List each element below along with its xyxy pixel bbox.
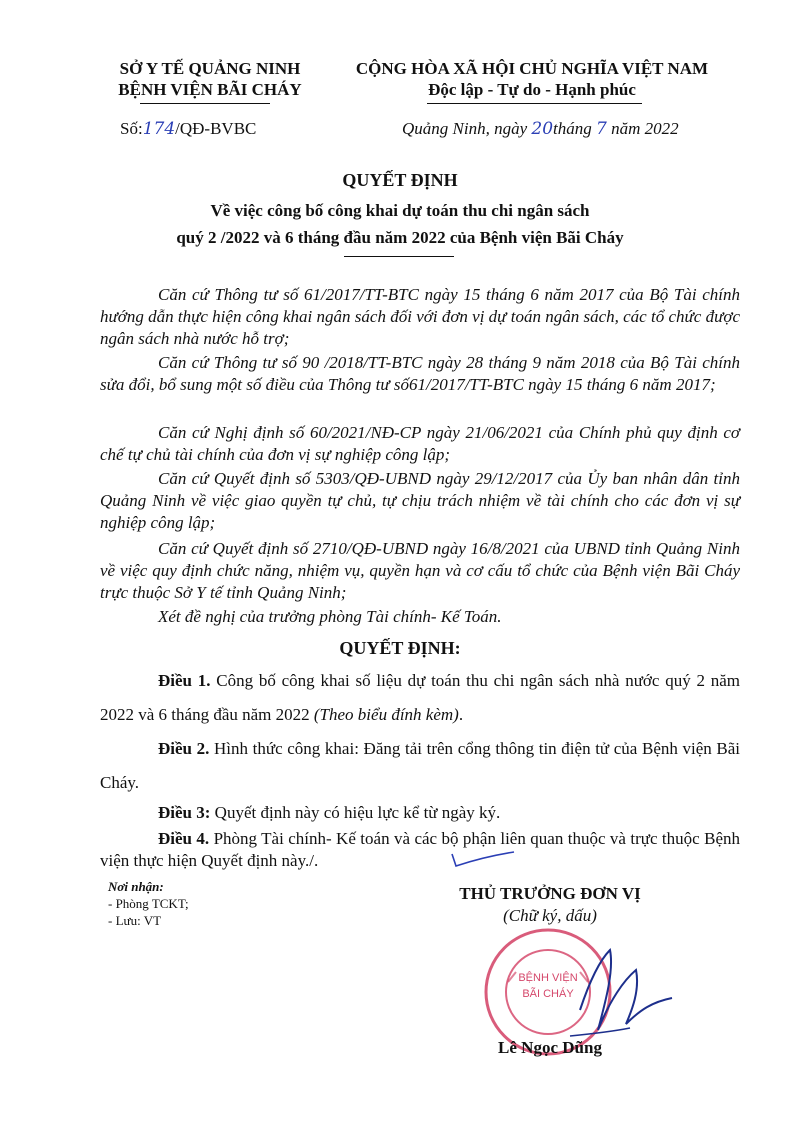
legal-basis-5: Căn cứ Quyết định số 2710/QĐ-UBND ngày 16/8/2021 của UBND tỉnh Quảng Ninh về việc quy định chức năng, nhiệm vụ, quyền hạn và cơ cấu tổ chức của Bệnh viện Bãi Cháy trực thuộc Sở Y tế tỉnh Quảng Ninh;: [100, 539, 740, 602]
agency-name: SỞ Y TẾ QUẢNG NINH: [119, 59, 301, 78]
legal-basis-4: Căn cứ Quyết định số 5303/QĐ-UBND ngày 29/12/2017 của Ủy ban nhân dân tỉnh Quảng Ninh về việc giao quyền tự chủ, tự chịu trách nhiệm về tài chính cho các đơn vị sự nghiệp công lập;: [100, 469, 740, 532]
decision-subject-line1: Về việc công bố công khai dự toán thu chi ngân sách: [210, 201, 590, 220]
stamp-text-line1: BỆNH VIỆN: [518, 972, 578, 984]
article-3: Điều 3: Quyết định này có hiệu lực kể từ ngày ký.: [158, 803, 501, 822]
date-day: 20: [531, 119, 554, 139]
legal-basis-1: Căn cứ Thông tư số 61/2017/TT-BTC ngày 15 tháng 6 năm 2017 của Bộ Tài chính hướng dẫn thực hiện công khai ngân sách đối với đơn vị dự toán ngân sách, các tổ chức được ngân sách nhà nước hỗ trợ;: [100, 285, 740, 348]
recipients: [108, 878, 189, 929]
agency-header: [88, 58, 332, 100]
national-motto: Độc lập - Tự do - Hạnh phúc: [428, 80, 636, 99]
signer-name: Lê Ngọc Dũng: [498, 1038, 602, 1057]
document-number-handwritten: 174: [142, 119, 176, 139]
recipient-item: - Phòng TCKT;: [108, 896, 189, 911]
national-header: [340, 58, 724, 100]
decision-heading: QUYẾT ĐỊNH:: [339, 638, 461, 658]
handwritten-tick-mark: [448, 848, 518, 872]
decision-title: QUYẾT ĐỊNH: [342, 170, 458, 190]
legal-basis-3: Căn cứ Nghị định số 60/2021/NĐ-CP ngày 21/06/2021 của Chính phủ quy định cơ chế tự chủ tài chính của đơn vị sự nghiệp công lập;: [100, 423, 740, 464]
legal-basis-2: Căn cứ Thông tư số 90 /2018/TT-BTC ngày 28 tháng 9 năm 2018 của Bộ Tài chính sửa đổi, bổ sung một số điều của Thông tư số61/2017/TT-BTC ngày 15 tháng 6 năm 2017;: [100, 353, 740, 394]
hospital-name: BỆNH VIỆN BÃI CHÁY: [118, 80, 302, 99]
legal-basis-6: Xét đề nghị của trưởng phòng Tài chính- Kế Toán.: [158, 607, 502, 626]
decision-subject-line2: quý 2 /2022 và 6 tháng đầu năm 2022 của Bệnh viện Bãi Cháy: [176, 228, 624, 247]
national-title: CỘNG HÒA XÃ HỘI CHỦ NGHĨA VIỆT NAM: [355, 59, 709, 78]
article-4: Điều 4. Phòng Tài chính- Kế toán và các bộ phận liên quan thuộc và trực thuộc Bệnh viện thực hiện Quyết định này./.: [100, 829, 740, 870]
date-line: Quảng Ninh, ngày 20tháng 7 năm 2022: [402, 119, 679, 139]
handwritten-signature: [540, 940, 680, 1050]
signer-title: THỦ TRƯỞNG ĐƠN VỊ: [459, 884, 641, 903]
motto-underline: [427, 103, 642, 104]
document-number: Số:174/QĐ-BVBC: [120, 119, 257, 139]
date-month: 7: [596, 119, 607, 139]
agency-underline: [140, 103, 270, 104]
stamp-text-line2: BÃI CHÁY: [522, 988, 574, 1000]
recipients-title: Nơi nhận:: [108, 879, 164, 894]
title-underline: [344, 256, 454, 257]
signature-note: (Chữ ký, dấu): [503, 906, 597, 925]
recipient-item: - Lưu: VT: [108, 913, 162, 928]
article-1: Điều 1. Công bố công khai số liệu dự toán thu chi ngân sách nhà nước quý 2 năm 2022 và 6 tháng đầu năm 2022 (Theo biểu đính kèm).: [100, 671, 740, 724]
article-2: Điều 2. Hình thức công khai: Đăng tải trên cổng thông tin điện tử của Bệnh viện Bãi Cháy.: [100, 739, 740, 792]
